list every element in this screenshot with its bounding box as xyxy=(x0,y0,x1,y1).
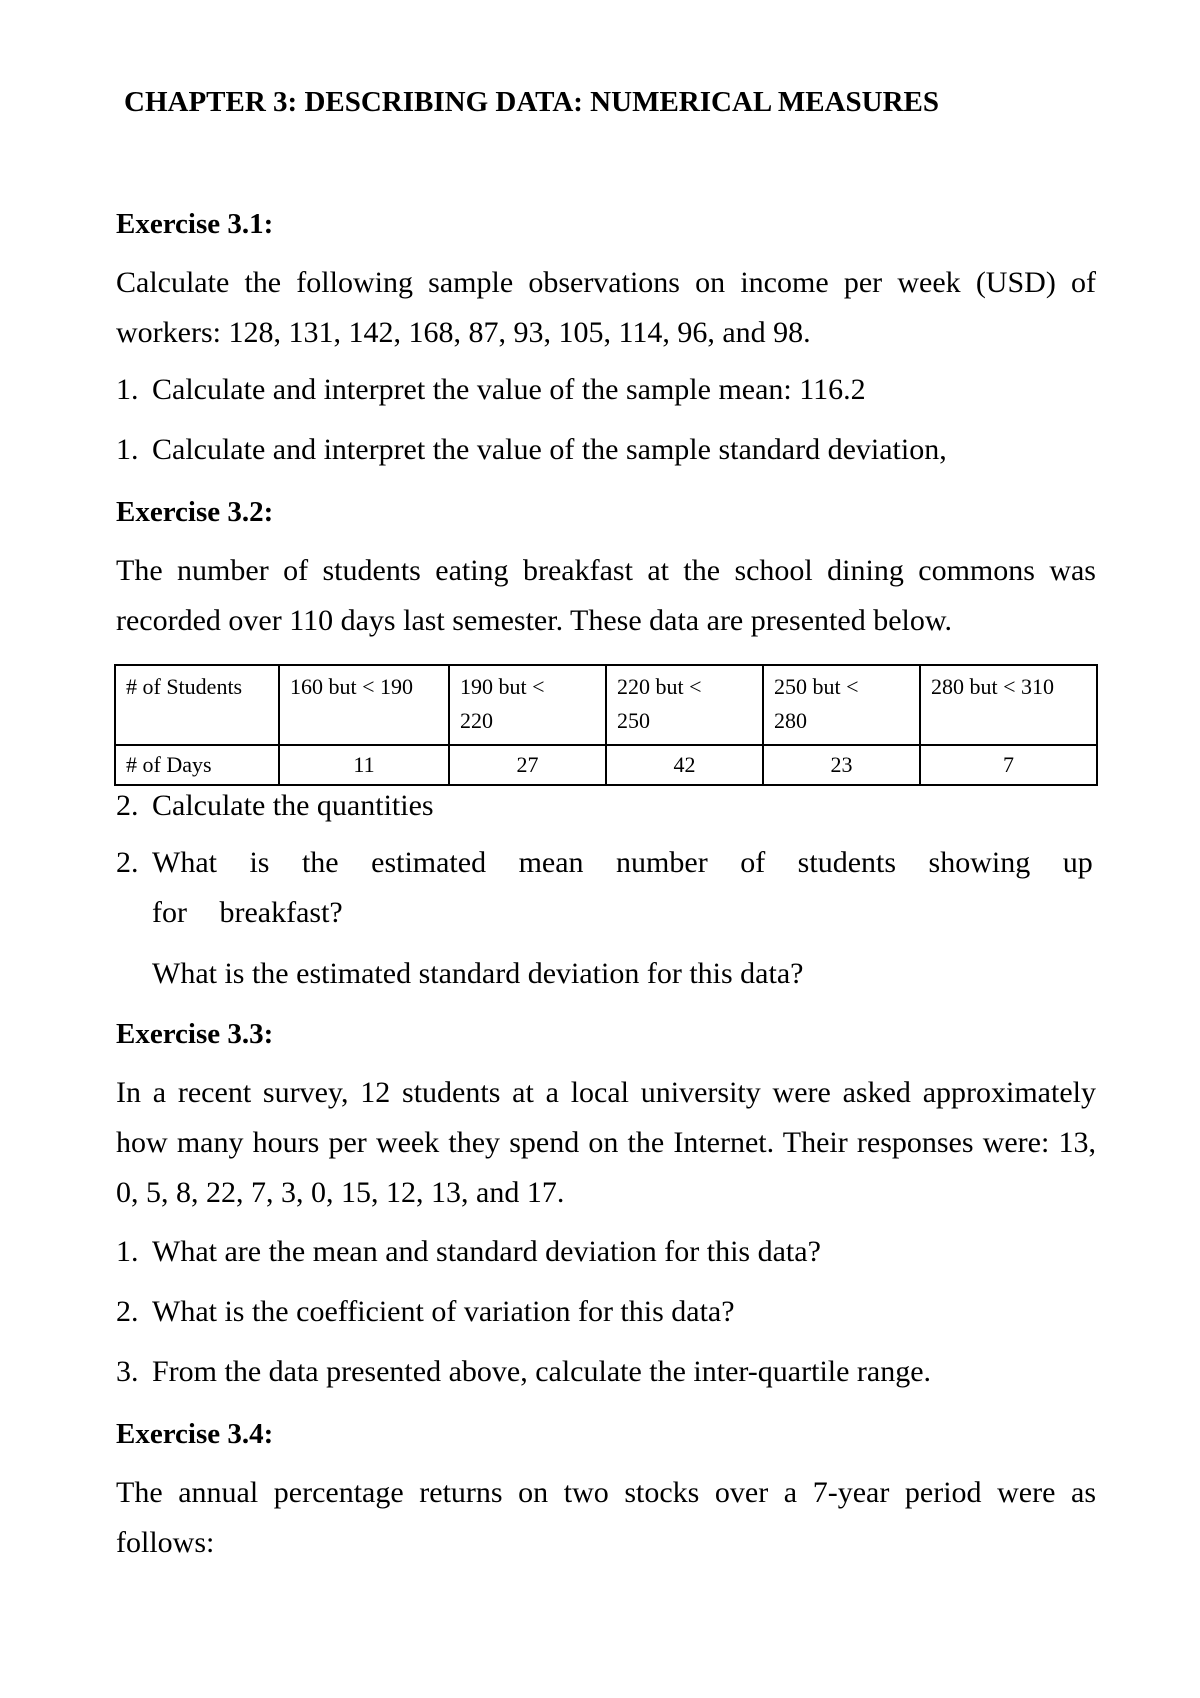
item-text: What are the mean and standard deviation for this data? xyxy=(152,1235,821,1268)
item-text: From the data presented above, calculate the inter-quartile range. xyxy=(152,1355,932,1388)
item-number: 2. xyxy=(116,789,139,822)
exercise-3-4-text: The annual percentage returns on two stocks over a 7-year period were as follows: xyxy=(116,1476,1096,1559)
item-number: 3. xyxy=(116,1355,139,1388)
exercise-3-1-item-2 xyxy=(116,432,1096,468)
table-cell xyxy=(763,665,920,745)
exercise-3-2-text: The number of students eating breakfast at the school dining commons was recorded over 110 days last semester. These data are presented below. xyxy=(116,554,1096,637)
table-cell xyxy=(606,665,763,745)
chapter-title: CHAPTER 3: DESCRIBING DATA: NUMERICAL MEASURES xyxy=(124,86,940,118)
table-cell: 160 but < 190 xyxy=(279,665,449,745)
exercise-3-3-item-1 xyxy=(116,1234,1096,1270)
table-cell xyxy=(449,665,606,745)
exercise-3-3-heading: Exercise 3.3: xyxy=(116,1018,274,1050)
exercise-3-2-heading: Exercise 3.2: xyxy=(116,496,274,528)
item-text: Calculate and interpret the value of the sample mean: 116.2 xyxy=(152,373,866,406)
item-text: Calculate and interpret the value of the sample standard deviation, xyxy=(152,433,947,466)
item-number: 1. xyxy=(116,373,139,406)
item-text: Calculate the quantities xyxy=(152,789,434,822)
cell-text: 220 but < 250 xyxy=(617,674,702,733)
cell-text: 190 but < 220 xyxy=(460,674,545,733)
table-row xyxy=(115,745,1097,785)
table-header-cell: # of Days xyxy=(115,745,279,785)
exercise-3-2-extra: What is the estimated standard deviation for this data? xyxy=(152,957,804,990)
item-number: 1. xyxy=(116,433,139,466)
frequency-table xyxy=(114,664,1098,786)
table-header-cell: # of Students xyxy=(115,665,279,745)
table-row xyxy=(115,665,1097,745)
table-cell: 11 xyxy=(279,745,449,785)
table-cell: 27 xyxy=(449,745,606,785)
exercise-3-2-item-1 xyxy=(116,788,1096,824)
item-number: 2. xyxy=(116,1295,139,1328)
cell-text: 250 but < 280 xyxy=(774,674,859,733)
exercise-3-3-item-2 xyxy=(116,1294,1096,1330)
exercise-3-1-item-1 xyxy=(116,372,1096,408)
exercise-3-1-text: Calculate the following sample observations on income per week (USD) of workers: 128, 131, 142, 168, 87, 93, 105, 114, 96, and 98. xyxy=(116,266,1096,349)
table-cell: 7 xyxy=(920,745,1097,785)
table-cell: 42 xyxy=(606,745,763,785)
item-text: What is the coefficient of variation for this data? xyxy=(152,1295,735,1328)
item-number: 1. xyxy=(116,1235,139,1268)
exercise-3-2-item-2 xyxy=(116,838,1096,938)
exercise-3-3-item-3 xyxy=(116,1354,1096,1390)
exercise-3-1-heading: Exercise 3.1: xyxy=(116,208,274,240)
table-cell: 23 xyxy=(763,745,920,785)
item-number: 2. xyxy=(116,846,139,879)
exercise-3-4-heading: Exercise 3.4: xyxy=(116,1418,274,1450)
exercise-3-3-text: In a recent survey, 12 students at a local university were asked approximately how many hours per week they spend on the Internet. Their responses were: 13, 0, 5, 8, 22, 7, 3, 0, 15, 12, 13, and 17. xyxy=(116,1076,1096,1209)
table-cell: 280 but < 310 xyxy=(920,665,1097,745)
item-text: What is the estimated mean number of students showing up for breakfast? xyxy=(152,846,1093,929)
